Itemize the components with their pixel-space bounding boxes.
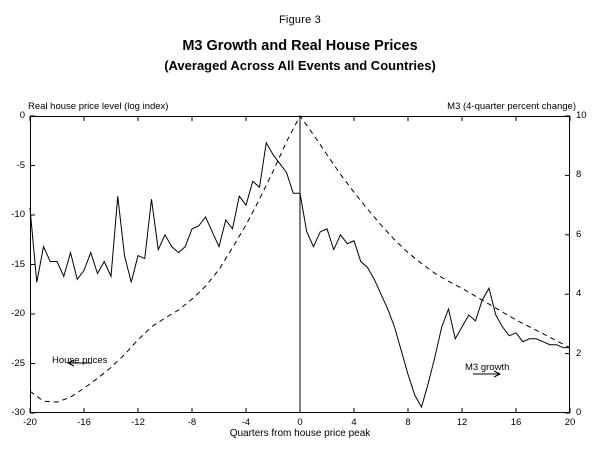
x-tick-label: 8: [405, 417, 411, 428]
x-tick-label: 4: [351, 417, 357, 428]
y-tick-label-left: -20: [11, 308, 25, 319]
y-tick-label-left: 0: [19, 110, 25, 121]
x-tick-label: -8: [187, 417, 197, 428]
chart-title: M3 Growth and Real House Prices: [182, 38, 418, 54]
y-tick-label-right: 4: [576, 288, 582, 300]
x-tick-label: -4: [241, 417, 251, 428]
x-tick-label: 0: [297, 417, 303, 428]
y-tick-label-left: -30: [11, 407, 25, 418]
x-tick-label: 12: [456, 417, 468, 428]
x-tick-label: -20: [23, 417, 37, 428]
house-prices-annotation: House prices: [52, 355, 108, 366]
figure-number: Figure 3: [279, 14, 321, 26]
y-tick-label-right: 8: [576, 169, 582, 181]
x-tick-label: 20: [564, 417, 576, 428]
y-tick-label-left: -15: [11, 258, 25, 270]
y-tick-label-right: 2: [576, 347, 582, 359]
x-tick-label: 16: [510, 417, 522, 428]
y-tick-label-left: -25: [11, 357, 25, 369]
y-tick-label-left: -10: [11, 209, 25, 220]
y-tick-label-right: 6: [576, 228, 582, 240]
right-axis-note: M3 (4-quarter percent change): [447, 101, 576, 112]
y-tick-label-right: 10: [576, 110, 587, 121]
y-tick-label-right: 0: [576, 407, 582, 418]
left-axis-note: Real house price level (log index): [28, 101, 169, 112]
y-tick-label-left: -5: [16, 159, 25, 171]
m3-growth-annotation: M3 growth: [465, 362, 510, 373]
x-axis-title: Quarters from house price peak: [229, 428, 371, 439]
x-tick-label: -12: [131, 417, 145, 428]
x-tick-label: -16: [77, 417, 91, 428]
chart-subtitle: (Averaged Across All Events and Countries): [164, 58, 436, 73]
